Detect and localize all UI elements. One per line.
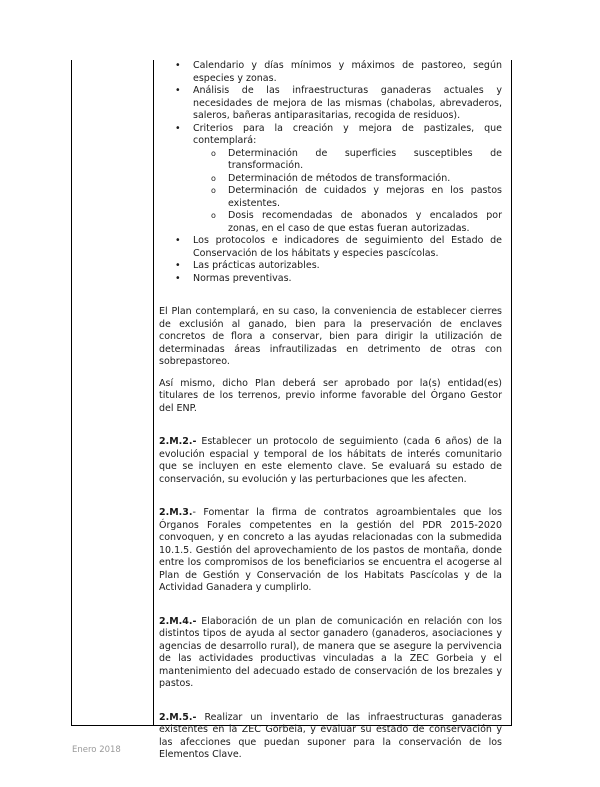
bullet-icon: • (175, 260, 181, 271)
measure-code: 2.M.2.- (159, 436, 197, 447)
measure-text: Realizar un inventario de las infraestructuras ganaderas existentes en la ZEC Gorbeia, y evaluar su estado de conservación y las afecciones que puedan suponer para la conservación de los Elementos Clave. (159, 711, 502, 760)
sub-list-item: o Dosis recomendadas de abonados y encalados por zonas, en el caso de que estas fueran autorizadas. (211, 210, 502, 234)
sub-list-item: o Determinación de cuidados y mejoras en los pastos existentes. (211, 185, 502, 209)
table-content-cell (159, 60, 502, 762)
paragraph-exclusion: El Plan contemplará, en su caso, la conveniencia de establecer cierres de exclusión al ganado, bien para la preservación de enclaves concretos de flora a conservar, bien para dirigir la utilización de determinadas áreas infrautilizadas en detrimento de otras con sobrepastoreo. (159, 306, 502, 367)
bullet-icon: • (175, 60, 181, 71)
circle-bullet-icon: o (211, 173, 216, 183)
list-item: • Normas preventivas. (175, 272, 292, 284)
sub-list-item: o Determinación de superficies susceptibles de transformación. (211, 147, 502, 171)
sub-list-item: o Determinación de métodos de transformación. (211, 172, 451, 184)
bullet-icon: • (175, 85, 181, 96)
bullet-icon: • (175, 122, 181, 134)
measure-text: - Fomentar la firma de contratos agroambientales que los Órganos Forales competentes en la gestión del PDR 2015-2020 convoquen, y en concreto a las ayudas relacionadas con la submedida 10.1.5. Gestión del aprovechamiento de los pastos de montaña, donde entre los compromisos de los beneficiarios se encuentra el acogerse al Plan de Gestión y Conservación de los Habitats Pascícolas y de la Actividad Ganadera y cumplirlo. (159, 507, 502, 593)
list-item: • Los protocolos e indicadores de seguimiento del Estado de Conservación de los hábitats y especies pascícolas. (175, 235, 502, 259)
circle-bullet-icon: o (211, 211, 216, 220)
circle-bullet-icon: o (211, 186, 216, 195)
bullet-list-top (159, 60, 502, 285)
list-item: • Análisis de las infraestructuras ganaderas actuales y necesidades de mejora de las mismas (chabolas, abrevaderos, saleros, bañeras antiparasitarias, recogida de residuos). (175, 85, 502, 121)
measure-text: Establecer un protocolo de seguimiento (cada 6 años) de la evolución espacial y temporal de los hábitats de interés comunitario que se incluyen en este elemento clave. Se evaluará su estado de conservación, su evolución y las perturbaciones que les afecten. (159, 436, 502, 485)
measure-2m4 (159, 616, 502, 691)
circle-bullet-icon: o (211, 148, 216, 158)
list-item: • Calendario y días mínimos y máximos de pastoreo, según especies y zonas. (175, 60, 502, 84)
sub-bullet-list (193, 148, 502, 236)
measure-code: 2.M.5.- (159, 711, 197, 723)
bullet-icon: • (175, 235, 181, 246)
bullet-icon: • (175, 272, 181, 284)
measure-code: 2.M.4.- (159, 615, 197, 627)
measure-2m3 (159, 507, 502, 595)
column-divider (153, 60, 154, 726)
list-item: • Las prácticas autorizables. (175, 260, 320, 271)
measure-2m5 (159, 712, 502, 762)
list-item: • Criterios para la creación y mejora de pastizales, que contemplará: o Determinación de superficies susceptibles de transformación. o Determinación de métodos de transformación. o Determinación de cuidados y mejoras en los pastos existentes. o Dosis recomendadas de abonados y encalados por zonas, en el caso de que estas fueran autorizadas. (175, 122, 502, 234)
page-footer-date: Enero 2018 (72, 745, 121, 755)
measure-code: 2.M.3. (159, 507, 193, 518)
measure-text: Elaboración de un plan de comunicación en relación con los distintos tipos de ayuda al sector ganadero (ganaderos, asociaciones y agencias de desarrollo rural), de manera que se asegure la pervivencia de las actividades productivas vinculadas a la ZEC Gorbeia y el mantenimiento del adecuado estado de conservación de los brezales y pastos. (159, 615, 502, 689)
measure-2m2 (159, 436, 502, 486)
paragraph-approval: Así mismo, dicho Plan deberá ser aprobado por la(s) entidad(es) titulares de los terrenos, previo informe favorable del Órgano Gestor del ENP. (159, 377, 502, 414)
